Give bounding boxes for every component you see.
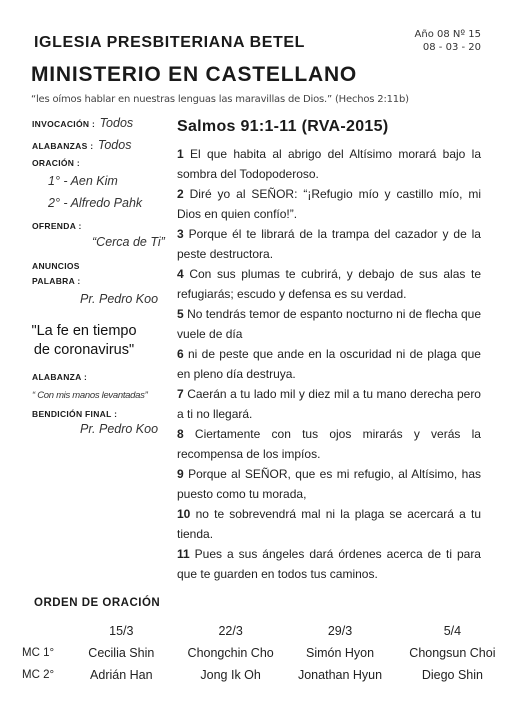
bendicion-preacher: Pr. Pedro Koo <box>80 422 159 436</box>
invocacion-label: INVOCACIÓN : <box>32 119 96 129</box>
psalm-verse <box>177 224 481 264</box>
issue-number: Año 08 Nº 15 <box>414 29 481 40</box>
prayer-schedule-title: ORDEN DE ORACIÓN <box>34 597 161 609</box>
sermon-title-line2: de coronavirus" <box>33 342 135 358</box>
row-label: MC 2° <box>22 669 55 681</box>
verse-text: Caerán a tu lado mil y diez mil a tu mano derecha pero a ti no llegará. <box>177 387 481 421</box>
schedule-row <box>18 642 517 664</box>
verse-number: 8 <box>177 427 184 441</box>
palabra-preacher: Pr. Pedro Koo <box>80 292 159 306</box>
psalm-verse <box>177 264 481 304</box>
psalm-verse <box>177 304 481 344</box>
sermon-title-line1: "La fe en tiempo <box>31 323 137 339</box>
verse-text: Ciertamente con tus ojos mirarás y verás la recompensa de los impíos. <box>177 427 481 461</box>
schedule-dates-row <box>18 620 517 642</box>
psalm-verse <box>177 184 481 224</box>
psalm-title: Salmos 91:1-11 (RVA-2015) <box>177 118 389 135</box>
verse-text: Con sus plumas te cubrirá, y debajo de sus alas te refugiarás; escudo y defensa es su verdad. <box>177 267 481 301</box>
psalm-verse <box>177 424 481 464</box>
issue-date: 08 - 03 - 20 <box>422 42 481 53</box>
issue-info <box>415 28 481 54</box>
psalm-verse <box>177 464 481 504</box>
psalm-verse <box>177 544 481 584</box>
palabra-label: PALABRA : <box>32 276 81 286</box>
name-cell: Jonathan Hyun <box>297 668 383 682</box>
sermon-title <box>14 322 154 360</box>
ofrenda-value: “Cerca de Ti” <box>92 235 165 249</box>
anuncios-label: ANUNCIOS <box>32 261 80 271</box>
invocacion-row <box>32 114 133 132</box>
schedule-row <box>18 664 517 686</box>
name-cell: Jong Ik Oh <box>200 668 261 682</box>
alabanza-label: ALABANZA : <box>32 372 88 382</box>
invocacion-value: Todos <box>99 116 134 130</box>
church-name: IGLESIA PRESBITERIANA BETEL <box>34 34 306 51</box>
oracion-first: 1° - Aen Kim <box>48 174 118 188</box>
verse-text: no te sobrevendrá mal ni la plaga se acercará a tu tienda. <box>177 507 481 541</box>
psalm-verse <box>177 344 481 384</box>
verse-text: Porque al SEÑOR, que es mi refugio, al Altísimo, has puesto como tu morada, <box>177 467 481 501</box>
alabanzas-value: Todos <box>97 138 132 152</box>
header-quote: “les oímos hablar en nuestras lenguas las maravillas de Dios.” (Hechos 2:11b) <box>31 94 409 105</box>
row-label: MC 1° <box>22 647 55 659</box>
verse-number: 6 <box>177 347 184 361</box>
name-cell: Chongchin Cho <box>187 646 274 660</box>
name-cell: Diego Shin <box>421 668 483 682</box>
verse-number: 2 <box>177 187 184 201</box>
verse-text: No tendrás temor de espanto nocturno ni de flecha que vuele de día <box>177 307 481 341</box>
verse-text: Pues a sus ángeles dará órdenes acerca de ti para que te guarden en todos tus caminos. <box>177 547 481 581</box>
date-cell: 15/3 <box>109 624 134 638</box>
verse-number: 11 <box>177 547 190 561</box>
name-cell: Simón Hyon <box>305 646 375 660</box>
verse-text: Diré yo al SEÑOR: “¡Refugio mío y castillo mío, mi Dios en quien confío!”. <box>177 187 481 221</box>
psalm-verse <box>177 504 481 544</box>
verse-number: 1 <box>177 147 184 161</box>
name-cell: Cecilia Shin <box>88 646 155 660</box>
ministry-title: MINISTERIO EN CASTELLANO <box>31 63 358 86</box>
date-cell: 29/3 <box>327 624 353 638</box>
verse-number: 7 <box>177 387 184 401</box>
alabanzas-row <box>32 136 131 154</box>
closing-order <box>32 372 192 436</box>
name-cell: Adrián Han <box>90 668 153 682</box>
verse-text: El que habita al abrigo del Altísimo morará bajo la sombra del Todopoderoso. <box>177 147 481 181</box>
name-cell: Chongsun Choi <box>409 646 496 660</box>
psalm-verses <box>177 144 481 584</box>
bendicion-label: BENDICIÓN FINAL : <box>32 409 118 419</box>
date-cell: 5/4 <box>443 624 462 638</box>
verse-number: 3 <box>177 227 184 241</box>
verse-number: 4 <box>177 267 184 281</box>
ofrenda-label: OFRENDA : <box>32 221 82 231</box>
oracion-label: ORACIÓN : <box>32 158 81 168</box>
verse-number: 10 <box>177 507 191 521</box>
verse-text: Porque él te librará de la trampa del cazador y de la peste destructora. <box>177 227 481 261</box>
date-cell: 22/3 <box>218 624 243 638</box>
alabanza-value: “ Con mis manos levantadas” <box>32 390 148 401</box>
oracion-second: 2° - Alfredo Pahk <box>48 196 143 210</box>
psalm-verse <box>177 384 481 424</box>
verse-number: 5 <box>177 307 184 321</box>
verse-text: ni de peste que ande en la oscuridad ni de plaga que en pleno día destruya. <box>177 347 481 381</box>
prayer-schedule-table <box>18 620 517 686</box>
psalm-verse <box>177 144 481 184</box>
alabanzas-label: ALABANZAS : <box>32 141 94 151</box>
verse-number: 9 <box>177 467 184 481</box>
